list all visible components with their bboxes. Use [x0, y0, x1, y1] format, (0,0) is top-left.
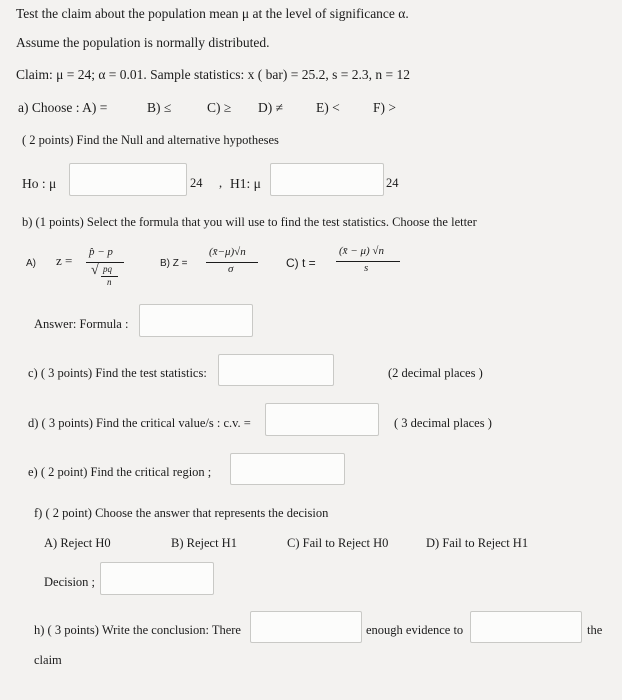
- critical-value-note: ( 3 decimal places ): [394, 416, 492, 430]
- decision-input[interactable]: [100, 562, 214, 595]
- formula-a-label: A): [26, 258, 36, 269]
- decision-option-c: C) Fail to Reject H0: [287, 536, 389, 550]
- formula-b-denominator: σ: [228, 263, 234, 275]
- hypotheses-prompt: ( 2 points) Find the Null and alternative hypotheses: [22, 133, 279, 147]
- formula-answer-input[interactable]: [139, 304, 253, 337]
- conclusion-prompt: h) ( 3 points) Write the conclusion: There: [34, 623, 241, 637]
- test-statistic-note: (2 decimal places ): [388, 366, 483, 380]
- formula-c-denominator: s: [364, 262, 369, 274]
- h1-value: 24: [386, 176, 399, 190]
- conclusion-line2: claim: [34, 653, 62, 667]
- formula-a-numerator: p̂ − p: [89, 246, 113, 258]
- critical-value-prompt: d) ( 3 points) Find the critical value/s : c.v. =: [28, 416, 251, 430]
- ho-value: 24: [190, 176, 203, 190]
- claim-instructions: Test the claim about the population mean μ at the level of significance α.: [16, 6, 409, 21]
- formula-a-sqrt: √: [91, 263, 99, 278]
- formula-a-inner-numerator: pq: [103, 264, 112, 274]
- conclusion-there-input[interactable]: [250, 611, 362, 643]
- ho-operator-input[interactable]: [69, 163, 187, 196]
- option-b: B) ≤: [147, 100, 172, 115]
- option-e: E) <: [316, 100, 340, 115]
- formula-a-lhs: z =: [56, 253, 73, 268]
- decision-option-b: B) Reject H1: [171, 536, 237, 550]
- claim-statement: Claim: μ = 24; α = 0.01. Sample statistics: x ( bar) = 25.2, s = 2.3, n = 12: [16, 67, 410, 82]
- critical-region-input[interactable]: [230, 453, 345, 485]
- test-statistic-input[interactable]: [218, 354, 334, 386]
- option-c: C) ≥: [207, 100, 232, 115]
- hypothesis-separator: ,: [219, 176, 223, 190]
- conclusion-action-input[interactable]: [470, 611, 582, 643]
- critical-region-prompt: e) ( 2 point) Find the critical region ;: [28, 465, 212, 479]
- option-d: D) ≠: [258, 100, 284, 115]
- formula-c-label: C) t =: [286, 256, 316, 270]
- normality-assumption: Assume the population is normally distributed.: [16, 35, 270, 50]
- conclusion-end: the: [587, 623, 603, 637]
- decision-option-a: A) Reject H0: [44, 536, 111, 550]
- formula-c-numerator: (x̄ − μ) √n: [339, 245, 384, 257]
- decision-option-d: D) Fail to Reject H1: [426, 536, 529, 550]
- formula-b-label: B) Z =: [160, 258, 188, 269]
- formula-answer-label: Answer: Formula :: [34, 317, 129, 331]
- conclusion-middle: enough evidence to: [366, 623, 464, 637]
- test-statistic-prompt: c) ( 3 points) Find the test statistics:: [28, 366, 207, 380]
- choose-label: a) Choose : A) =: [18, 100, 108, 115]
- critical-value-input[interactable]: [265, 403, 379, 436]
- decision-prompt: f) ( 2 point) Choose the answer that represents the decision: [34, 506, 329, 520]
- formula-b-numerator: (x̄−μ)√n: [209, 246, 246, 258]
- option-f: F) >: [373, 100, 396, 115]
- ho-label: Ho : μ: [22, 176, 57, 191]
- formula-a-inner-denominator: n: [107, 277, 112, 287]
- h1-operator-input[interactable]: [270, 163, 384, 196]
- decision-label: Decision ;: [44, 575, 96, 589]
- h1-label: H1: μ: [230, 176, 261, 191]
- formula-prompt: b) (1 points) Select the formula that you will use to find the test statistics. Choose the letter: [22, 215, 477, 229]
